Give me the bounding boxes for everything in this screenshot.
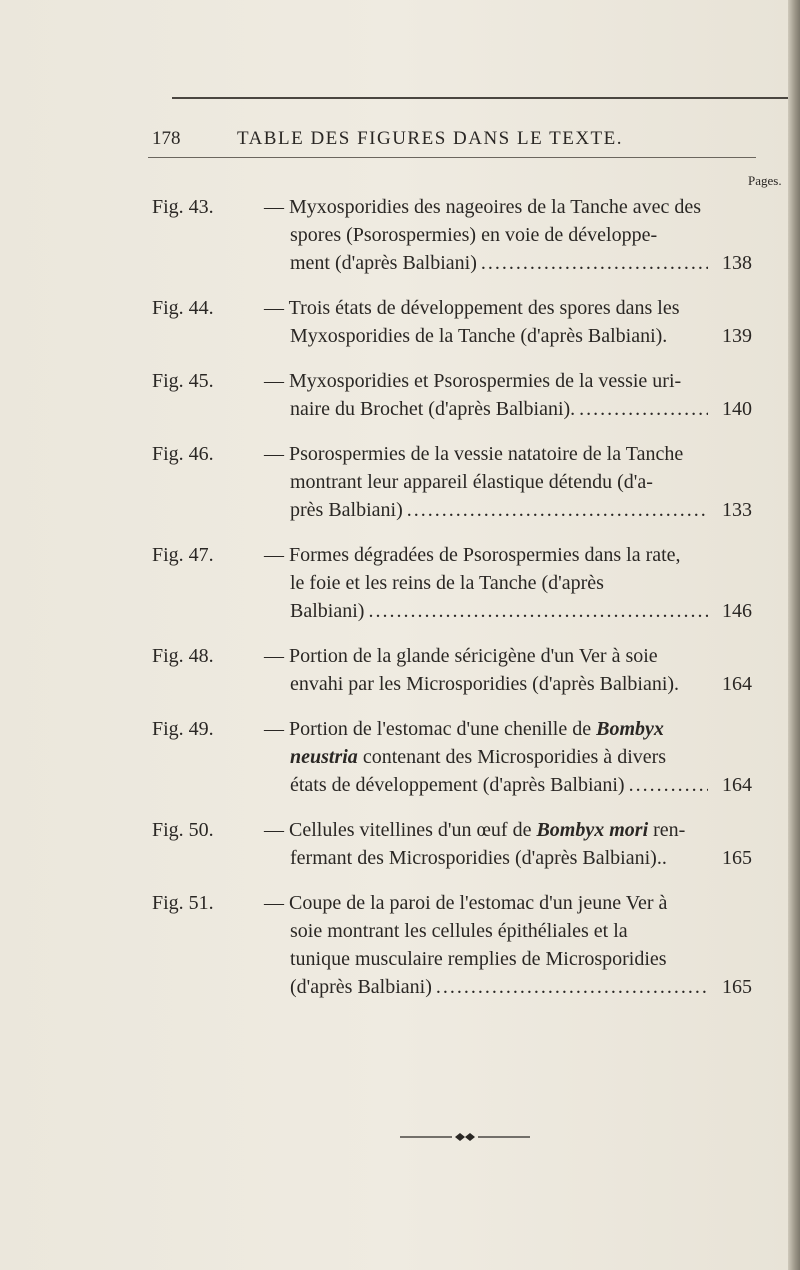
page-reference: 139 bbox=[722, 325, 752, 347]
entry-line: — Portion de l'estomac d'une chenille de bbox=[264, 718, 592, 740]
pages-column-label: Pages. bbox=[748, 173, 782, 188]
entry-line: — Trois états de développement des spores dans les bbox=[264, 297, 680, 319]
end-ornament bbox=[400, 1132, 530, 1142]
figure-number: Fig. 49. bbox=[152, 718, 214, 740]
entry-line: montrant leur appareil élastique détendu (d'a- bbox=[290, 471, 653, 493]
page-reference: 146 bbox=[722, 600, 752, 622]
leader-dots bbox=[436, 973, 708, 1001]
figure-entry bbox=[152, 367, 752, 423]
entry-line: états de développement (d'après Balbiani) bbox=[290, 774, 625, 796]
page-reference: 164 bbox=[722, 673, 752, 695]
entry-line: tunique musculaire remplies de Microsporidies bbox=[290, 948, 667, 970]
entry-line: — Myxosporidies des nageoires de la Tanche avec des bbox=[264, 196, 701, 218]
leader-dots bbox=[579, 395, 708, 423]
leader-dots bbox=[629, 771, 708, 799]
page-reference: 164 bbox=[722, 774, 752, 796]
figure-list bbox=[152, 193, 752, 1018]
entry-line: Balbiani) bbox=[290, 600, 365, 622]
entry-line: — Coupe de la paroi de l'estomac d'un jeune Ver à bbox=[264, 892, 668, 914]
entry-line: — Psorospermies de la vessie natatoire de la Tanche bbox=[264, 443, 684, 465]
figure-entry bbox=[152, 193, 752, 277]
entry-line: ment (d'après Balbiani) bbox=[290, 252, 477, 274]
leader-dots bbox=[368, 597, 708, 625]
entry-line: envahi par les Microsporidies (d'après Balbiani). bbox=[290, 673, 680, 695]
entry-line: — Myxosporidies et Psorospermies de la vessie uri- bbox=[264, 370, 682, 392]
figure-entry bbox=[152, 889, 752, 1001]
figure-entry bbox=[152, 294, 752, 350]
page-reference: 165 bbox=[722, 976, 752, 998]
page-reference: 138 bbox=[722, 252, 752, 274]
figure-number: Fig. 46. bbox=[152, 443, 214, 465]
top-rule bbox=[172, 97, 792, 99]
figure-number: Fig. 47. bbox=[152, 544, 214, 566]
entry-line: (d'après Balbiani) bbox=[290, 976, 432, 998]
figure-number: Fig. 51. bbox=[152, 892, 214, 914]
entry-line: le foie et les reins de la Tanche (d'après bbox=[290, 572, 604, 594]
figure-number: Fig. 44. bbox=[152, 297, 214, 319]
page-reference: 133 bbox=[722, 499, 752, 521]
figure-entry bbox=[152, 715, 752, 799]
entry-line: près Balbiani) bbox=[290, 499, 403, 521]
figure-entry bbox=[152, 642, 752, 698]
page-header bbox=[152, 124, 752, 154]
figure-number: Fig. 48. bbox=[152, 645, 214, 667]
figure-entry bbox=[152, 440, 752, 524]
figure-number: Fig. 43. bbox=[152, 196, 214, 218]
header-rule bbox=[148, 157, 756, 158]
leader-dots bbox=[481, 249, 708, 277]
entry-line: — Cellules vitellines d'un œuf de bbox=[264, 819, 532, 841]
page-edge-shadow bbox=[788, 0, 800, 1270]
page-number: 178 bbox=[152, 128, 181, 149]
species-name-italic: neustria bbox=[290, 746, 358, 768]
leader-dots bbox=[407, 496, 708, 524]
figure-entry bbox=[152, 541, 752, 625]
entry-line: — Formes dégradées de Psorospermies dans la rate, bbox=[264, 544, 681, 566]
entry-line: contenant des Microsporidies à divers bbox=[362, 746, 667, 768]
species-name-italic: Bombyx mori bbox=[536, 819, 649, 841]
page-reference: 165 bbox=[722, 847, 752, 869]
figure-number: Fig. 50. bbox=[152, 819, 214, 841]
figure-entry bbox=[152, 816, 752, 872]
entry-line: spores (Psorospermies) en voie de développe- bbox=[290, 224, 658, 246]
figure-number: Fig. 45. bbox=[152, 370, 214, 392]
species-name-italic: Bombyx bbox=[596, 718, 664, 740]
entry-line: ren- bbox=[653, 819, 686, 841]
entry-line: fermant des Microsporidies (d'après Balbiani).. bbox=[290, 847, 667, 869]
entry-line: soie montrant les cellules épithéliales et la bbox=[290, 920, 628, 942]
entry-line: — Portion de la glande séricigène d'un Ver à soie bbox=[264, 645, 658, 667]
page-reference: 140 bbox=[722, 398, 752, 420]
running-title: TABLE DES FIGURES DANS LE TEXTE. bbox=[237, 128, 624, 149]
entry-line: naire du Brochet (d'après Balbiani). bbox=[290, 398, 576, 420]
entry-line: Myxosporidies de la Tanche (d'après Balbiani). bbox=[290, 325, 668, 347]
